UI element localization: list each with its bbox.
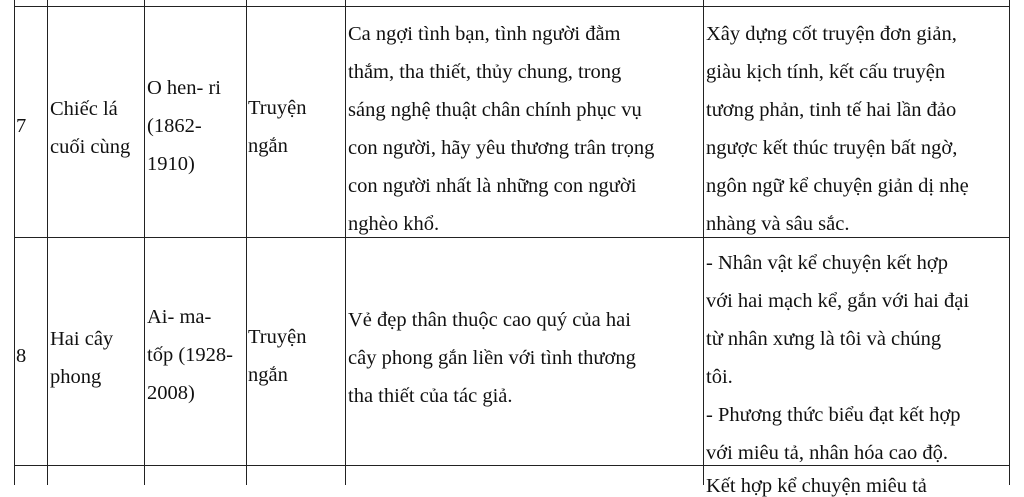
cell-genre: Truyện ngắn (248, 97, 307, 157)
cell-genre: Truyện ngắn (248, 326, 307, 386)
cell-content: Vẻ đẹp thân thuộc cao quý của hai cây phong gắn liền với tình thương tha thiết của tác giả. (348, 309, 636, 407)
column-divider (1009, 0, 1010, 485)
cell-stt: 8 (16, 345, 27, 367)
cell-author: O hen- ri (1862- 1910) (147, 77, 222, 175)
cell-art-partial: Kết hợp kể chuyện miêu tả (706, 475, 927, 497)
column-divider (47, 0, 48, 485)
column-divider (246, 0, 247, 485)
row-divider (14, 6, 1010, 7)
column-divider (345, 0, 346, 485)
column-divider (144, 0, 145, 485)
column-divider (703, 0, 704, 485)
cell-author: Ai- ma- tốp (1928- 2008) (147, 306, 233, 404)
cell-content: Ca ngợi tình bạn, tình người đằm thắm, tha thiết, thủy chung, trong sáng nghệ thuật chân chính phục vụ con người, hãy yêu thương trân trọng con người nhất là những con người nghèo khổ. (348, 23, 655, 235)
cell-stt: 7 (16, 115, 27, 137)
cell-title: Hai cây phong (50, 328, 114, 388)
cell-title: Chiếc lá cuối cùng (50, 98, 131, 158)
cell-art: Xây dựng cốt truyện đơn giản, giàu kịch tính, kết cấu truyện tương phản, tinh tế hai lần đảo ngược kết thúc truyện bất ngờ, ngôn ngữ kể chuyện giản dị nhẹ nhàng và sâu sắc. (706, 23, 969, 235)
column-divider (14, 0, 15, 485)
cell-art: - Nhân vật kể chuyện kết hợp với hai mạch kể, gắn với hai đại từ nhân xưng là tôi và chúng tôi. - Phương thức biểu đạt kết hợp với miêu tả, nhân hóa cao độ. (706, 252, 970, 464)
